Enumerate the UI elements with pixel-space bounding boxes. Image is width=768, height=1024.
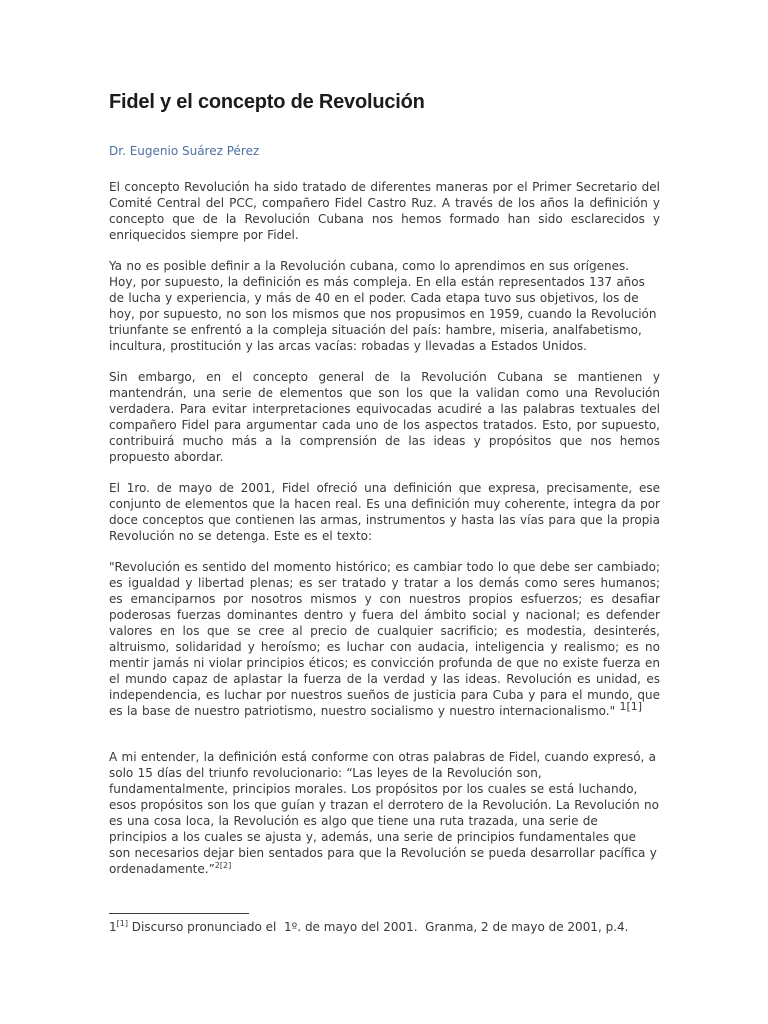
page-title: Fidel y el concepto de Revolución [109, 91, 425, 113]
footnote-ref-1: 1[1] [619, 700, 643, 713]
paragraph-definition-intro [109, 480, 660, 544]
paragraph-text: "Revolución es sentido del momento histórico; es cambiar todo lo que debe ser cambiado; es igualdad y libertad plenas; es ser tratado y tratar a los demás como seres humanos; es emanciparnos por nosotros mismos y con nuestros propios esfuerzos; es desafiar poderosas fuerzas dominantes dentro y fuera del ámbito social y nacional; es defender valores en los que se cree al precio de cualquier sacrificio; es modestia, desinterés, altruismo, solidaridad y heroísmo; es luchar con audacia, inteligencia y realismo; es no mentir jamás ni violar principios éticos; es convicción profunda de que no existe fuerza en el mundo capaz de aplastar la fuerza de la verdad y las ideas. Revolución es unidad, es independencia, es luchar por nuestros sueños de justicia para Cuba y para el mundo, que es la base de nuestro patriotismo, nuestro socialismo y nuestro internacionalismo." [109, 560, 660, 718]
footnote [109, 919, 660, 935]
paragraph-history [109, 258, 660, 354]
footnote-ref-2: 2[2] [214, 861, 232, 870]
footnote-text: Discurso pronunciado el 1º. de mayo del 2001. Granma, 2 de mayo de 2001, p.4. [127, 920, 629, 934]
paragraph-text: Sin embargo, en el concepto general de la Revolución Cubana se mantienen y mantendrán, una serie de elementos que son los que la validan como una Revolución verdadera. Para evitar interpretaciones equivocadas acudiré a las palabras textuales del compañero Fidel para argumentar cada uno de los aspectos tratados. Esto, por supuesto, contribuirá mucho más a la comprensión de las ideas y propósitos que nos hemos propuesto abordar. [109, 370, 660, 464]
footnote-marker-sup: [1] [116, 919, 128, 928]
author-line: Dr. Eugenio Suárez Pérez [109, 144, 260, 158]
footnote-marker: 1 [109, 920, 117, 934]
paragraph-text: A mi entender, la definición está conforme con otras palabras de Fidel, cuando expresó, a solo 15 días del triunfo revolucionario: “Las leyes de la Revolución son, fundamentalmente, principios morales. Los propósitos por los cuales se está luchando, esos propósitos son los que guían y trazan el derrotero de la Revolución. La Revolución no es una cosa loca, la Revolución es algo que tiene una ruta trazada, una serie de principios a los cuales se ajusta y, además, una serie de principios fundamentales que son necesarios dejar bien sentados para que la Revolución se pueda desarrollar pacífica y ordenadamente.” [109, 750, 659, 876]
paragraph-text: El 1ro. de mayo de 2001, Fidel ofreció una definición que expresa, precisamente, ese conjunto de elementos que la hacen real. Es una definición muy coherente, integra da por doce conceptos que contienen las armas, instrumentos y hasta las vías para que la propia Revolución no se detenga. Este es el texto: [109, 481, 660, 543]
paragraph-text: El concepto Revolución ha sido tratado de diferentes maneras por el Primer Secretario del Comité Central del PCC, compañero Fidel Castro Ruz. A través de los años la definición y concepto que de la Revolución Cubana nos hemos formado han sido esclarecidos y enriquecidos siempre por Fidel. [109, 180, 660, 242]
paragraph-text: Ya no es posible definir a la Revolución cubana, como lo aprendimos en sus orígenes. Hoy, por supuesto, la definición es más compleja. En ella están representados 137 años de lucha y experiencia, y más de 40 en el poder. Cada etapa tuvo sus objetivos, los de hoy, por supuesto, no son los mismos que nos propusimos en 1959, cuando la Revolución triunfante se enfrentó a la compleja situación del país: hambre, miseria, analfabetismo, incultura, prostitución y las arcas vacías: robadas y llevadas a Estados Unidos. [109, 259, 657, 353]
paragraph-elements [109, 369, 660, 465]
footnote-divider [109, 913, 249, 914]
paragraph-intro [109, 179, 660, 243]
paragraph-quote-laws [109, 749, 660, 877]
paragraph-quote-definition [109, 559, 660, 719]
